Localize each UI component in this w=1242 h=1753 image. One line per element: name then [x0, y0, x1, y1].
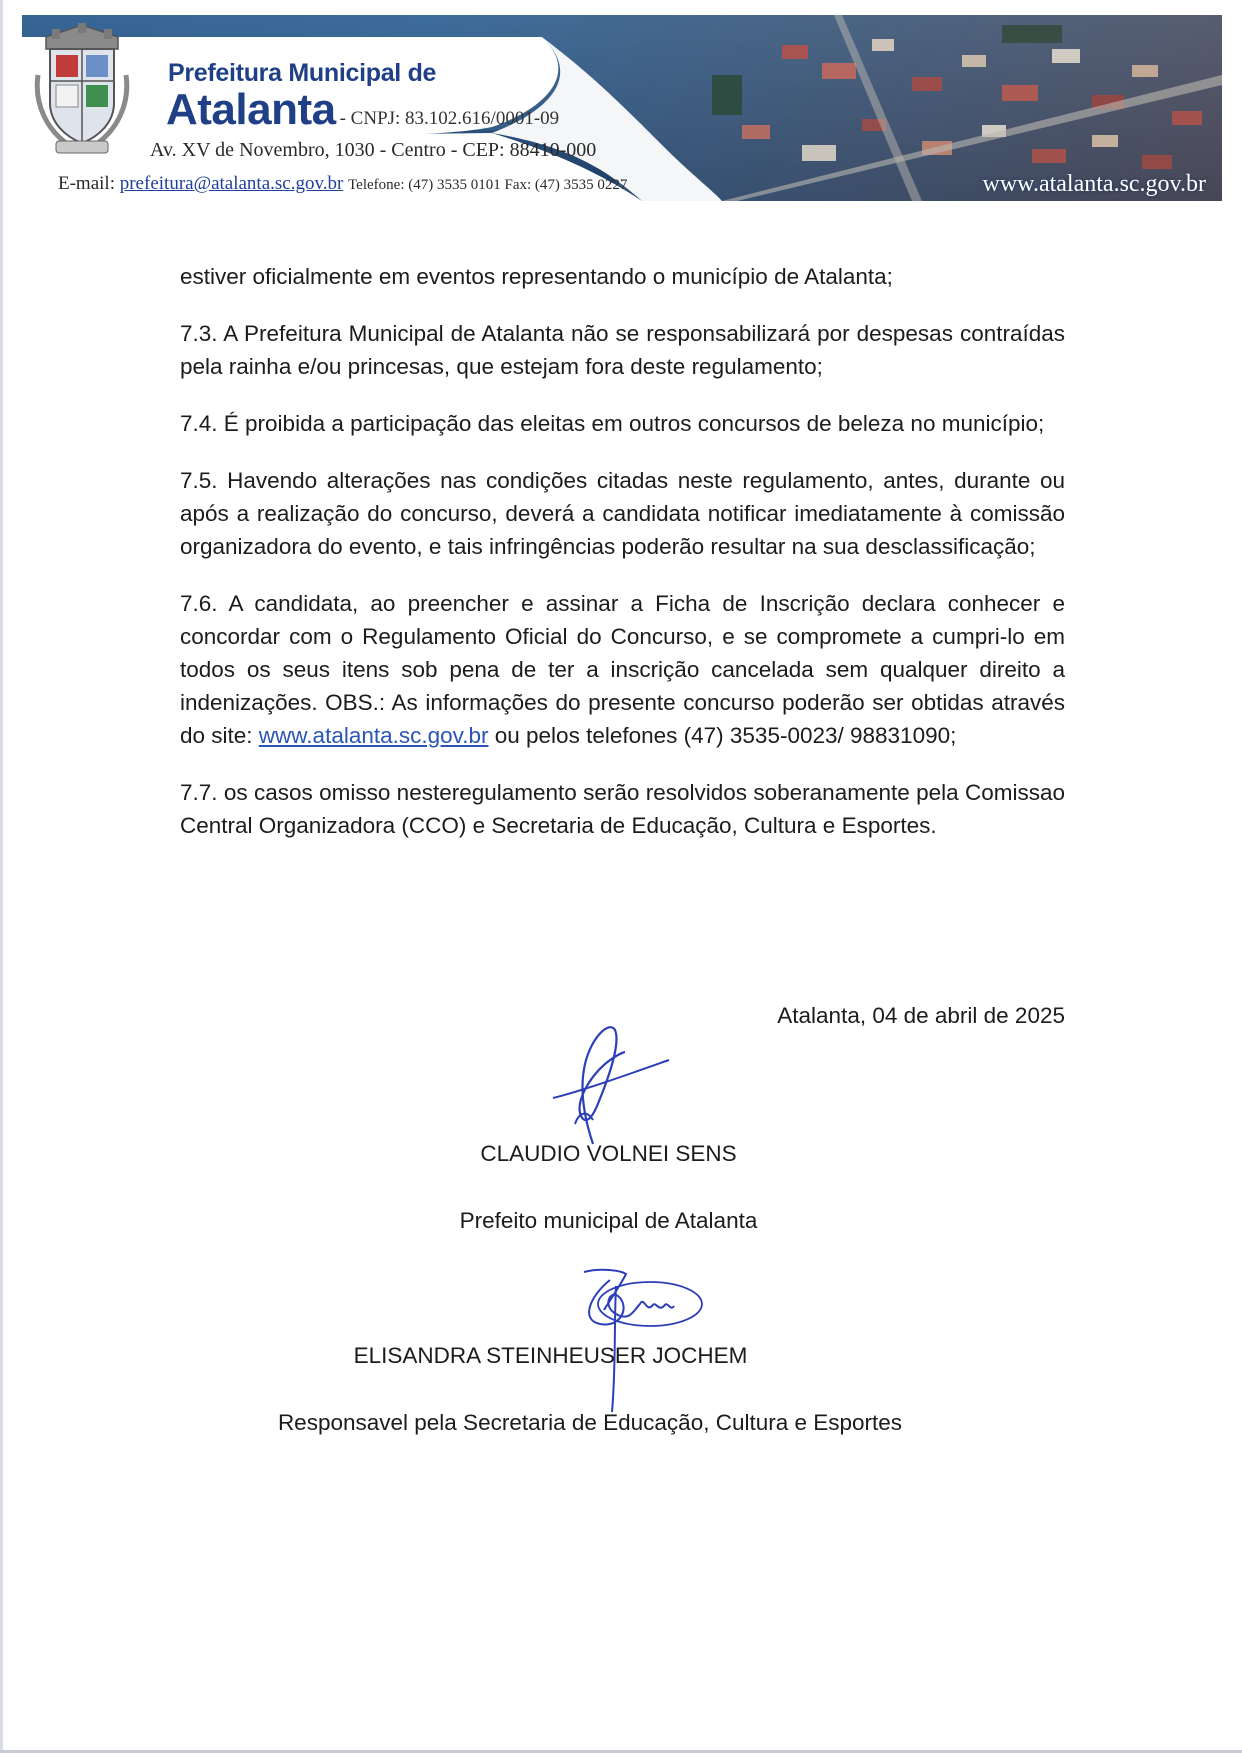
clause-7-6-text: 7.6. A candidata, ao preencher e assinar a Ficha de Inscrição declara conhecer e concordar com o Regulamento Oficial do Concurso, e se compromete a cumpri-lo em todos os seus itens sob pena de ter a inscrição cancelada sem qualquer direito a indenizações. OBS.: As informações do presente concurso poderão ser obtidas através do site: — [180, 591, 1065, 748]
clause-7-4: 7.4. É proibida a participação das eleitas em outros concursos de beleza no município; — [180, 411, 1045, 436]
date-line: Atalanta, 04 de abril de 2025 — [777, 1003, 1065, 1028]
municipal-crest-icon — [32, 19, 132, 159]
scan-edge — [0, 0, 3, 1753]
letterhead-org-name: Prefeitura Municipal de — [168, 59, 437, 87]
signer-2-name: ELISANDRA STEINHEUSER JOCHEM — [353, 1343, 748, 1368]
letterhead-city-row — [166, 85, 559, 135]
website-link[interactable]: www.atalanta.sc.gov.br — [258, 723, 489, 748]
phone-fax: Telefone: (47) 3535 0101 Fax: (47) 3535 0227 — [348, 177, 628, 193]
signer-2-role: Responsavel pela Secretaria de Educação, Cultura e Esportes — [277, 1410, 903, 1435]
email-link[interactable]: prefeitura@atalanta.sc.gov.br — [119, 173, 344, 194]
clause-7-6-phones: ou pelos telefones (47) 3535-0023/ 98831090; — [488, 723, 957, 748]
clause-7-7: 7.7. os casos omisso nesteregulamento serão resolvidos soberanamente pela Comissao Central Organizadora (CCO) e Secretaria de Educação, Cultura e Esportes. — [180, 780, 1065, 838]
clause-7-5: 7.5. Havendo alterações nas condições citadas neste regulamento, antes, durante ou após a realização do concurso, deverá a candidata notificar imediatamente à comissão organizadora do evento, e tais infringências poderão resultar na sua desclassificação; — [180, 468, 1065, 559]
document-body — [180, 260, 1065, 866]
letterhead-website[interactable]: www.atalanta.sc.gov.br — [982, 171, 1206, 197]
signature-1-icon — [545, 1020, 675, 1148]
email-label: E-mail: — [58, 173, 115, 194]
signer-1-name: CLAUDIO VOLNEI SENS — [480, 1141, 737, 1166]
letterhead-cnpj: - CNPJ: 83.102.616/0001-09 — [339, 108, 560, 129]
letterhead-address: Av. XV de Novembro, 1030 - Centro - CEP: 88410-000 — [150, 139, 597, 161]
paragraph-continuation: estiver oficialmente em eventos representando o município de Atalanta; — [180, 264, 893, 289]
letterhead-banner — [22, 15, 1222, 201]
clause-7-3: 7.3. A Prefeitura Municipal de Atalanta não se responsabilizará por despesas contraídas pela rainha e/ou princesas, que estejam fora deste regulamento; — [180, 321, 1065, 379]
signer-1-role: Prefeito municipal de Atalanta — [459, 1208, 758, 1233]
clause-7-6 — [180, 587, 1065, 752]
letterhead-city: Atalanta — [166, 85, 336, 134]
letterhead-contact — [58, 173, 627, 195]
